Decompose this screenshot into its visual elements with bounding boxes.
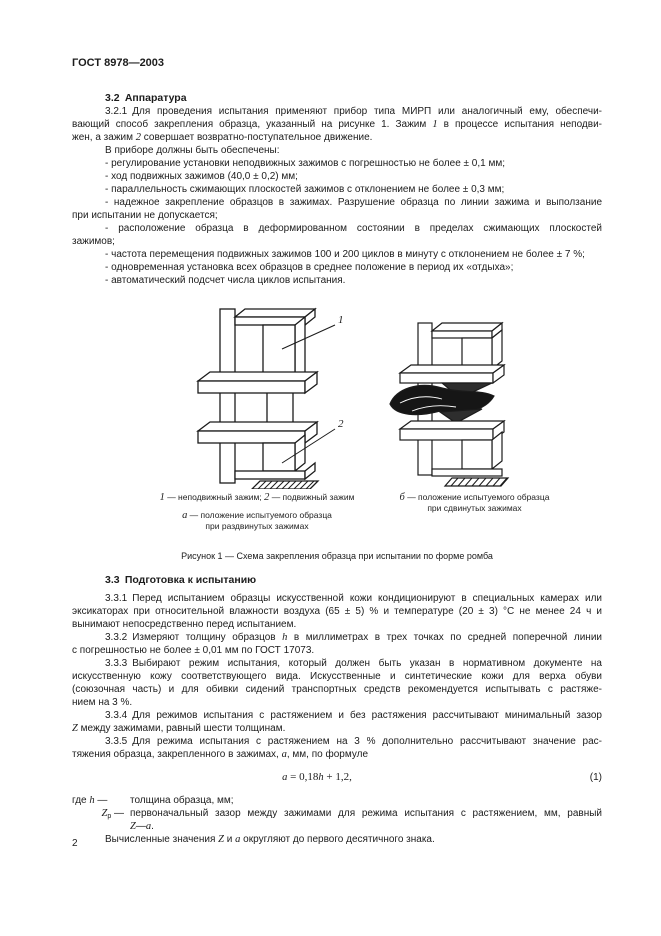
text-line: (союзочная часть) и для обивки сидений транспортных средств рекомендуется испытывать с растяже- xyxy=(72,684,602,695)
text-line: вынимают непосредственно перед испытанием. xyxy=(72,619,297,630)
bullet-line: - одновременная установка всех образцов в среднее положение в период их «отдыха»; xyxy=(105,262,514,273)
upper-clamp-plate xyxy=(462,338,492,369)
text-line: 3.3.5 Для режима испытания с растяжением на 3 % дополнительно рассчитывают значение рас- xyxy=(105,736,602,747)
text-line: жен, а зажим 2 совершает возвратно-поступательное движение. xyxy=(72,132,373,143)
bullet-line: - ход подвижных зажимов (40,0 ± 0,2) мм; xyxy=(105,171,298,182)
where-line-h xyxy=(72,794,602,807)
text-line: 3.2.1 Для проведения испытания применяют прибор типа МИРП или аналогичный ему, обеспечи- xyxy=(105,106,602,117)
text-line: тяжения образца, закрепленного в зажимах, а, мм, по формуле xyxy=(72,749,369,760)
text-line: Z между зажимами, равный шести толщинам. xyxy=(72,723,286,734)
section-3-3-body xyxy=(72,592,602,761)
caption-position-b xyxy=(367,492,582,514)
text-line: В приборе должны быть обеспечены: xyxy=(105,145,280,156)
text-line: эксикаторах при относительной влажности воздуха (65 ± 5) % и температуре (20 ± 3) °С не менее 24 ч и xyxy=(72,606,602,617)
text-line: 3.3.3 Выбирают режим испытания, который должен быть указан в нормативном документе на xyxy=(105,658,602,669)
bullet-line: - частота перемещения подвижных зажимов 100 и 200 циклов в минуту с отклонением не более ± 7 %; xyxy=(105,249,585,260)
bullet-line: - автоматический подсчет числа циклов испытания. xyxy=(105,275,346,286)
where-text-h: толщина образца, мм; xyxy=(130,795,234,806)
text-line: вающий способ закрепления образца, указанный на рисунке 1. Зажим 1 в процессе испытания неподви- xyxy=(72,119,602,130)
text-line: 3.3.2 Измеряют толщину образцов h в миллиметрах в трех точках по средней поперечной линии xyxy=(105,632,603,643)
caption-position-a-line2: при раздвинутых зажимах xyxy=(205,521,309,531)
caption-clamps xyxy=(112,492,402,532)
clamp-diagram-shifted xyxy=(384,319,544,489)
text-line: искусственную кожу соответствующего вида. Искусственные и синтетические кожи для верха обуви xyxy=(72,671,602,682)
section-3-2-heading: 3.2 Аппаратура xyxy=(105,92,187,104)
figure-label-2: 2 xyxy=(338,418,344,430)
where-term-z: $Z_р$ — xyxy=(101,808,124,820)
bullet-line: - надежное закрепление образцов в зажимах. Разрушение образца по линии зажима и выползание xyxy=(105,197,602,208)
caption-line: 1 — неподвижный зажим; 2 — подвижный зажим xyxy=(159,492,355,503)
clamp-diagram-spread xyxy=(156,303,366,489)
gost-header: ГОСТ 8978—2003 xyxy=(72,57,165,69)
where-block xyxy=(72,794,602,846)
where-line-z xyxy=(72,807,602,820)
where-term-h: где h — xyxy=(72,795,108,806)
bullet-line: при испытании не допускается; xyxy=(72,210,218,221)
text-line: с погрешностью не более ± 0,01 мм по ГОСТ 17073. xyxy=(72,645,315,656)
lower-clamp-plate xyxy=(263,443,295,471)
page-number: 2 xyxy=(72,838,78,849)
bullet-line: - расположение образца в деформированном состоянии в пределах сжимающих плоскостей xyxy=(105,223,602,234)
text-line: 3.3.4 Для режимов испытания с растяжением и без растяжения рассчитывают минимальный зазор xyxy=(105,710,602,721)
document-content xyxy=(72,56,602,846)
bullet-line: зажимов; xyxy=(72,236,115,247)
bullet-line: - параллельность сжимающих плоскостей зажимов с отклонением не более ± 0,3 мм; xyxy=(105,184,505,195)
where-text-z-cont: Z—a. xyxy=(130,821,154,832)
vertical-bar xyxy=(220,309,235,483)
caption-line: б — положение испытуемого образца xyxy=(399,492,550,503)
formula-number: (1) xyxy=(589,772,602,783)
figure-captions xyxy=(72,492,602,538)
section-3-3-heading: 3.3 Подготовка к испытанию xyxy=(105,574,257,586)
formula-1 xyxy=(72,771,602,787)
text-line: Вычисленные значения Z и а округляют до первого десятичного знака. xyxy=(105,834,435,845)
bullet-line: - регулирование установки неподвижных зажимов с погрешностью не более ± 0,1 мм; xyxy=(105,158,506,169)
caption-line: при сдвинутых зажимах xyxy=(427,503,522,513)
paragraph-3-2-1 xyxy=(72,105,602,287)
lower-clamp-plate xyxy=(462,440,492,469)
caption-position-a: а — положение испытуемого образца xyxy=(182,510,332,521)
text-line: нием на 3 %. xyxy=(72,697,133,708)
text-line: 3.3.1 Перед испытанием образцы искусственной кожи кондиционируют в специальных камерах или xyxy=(105,593,602,604)
figure-1-title: Рисунок 1 — Схема закрепления образца при испытании по форме ромба xyxy=(181,551,493,561)
formula-expression: a = 0,18h + 1,2, xyxy=(282,771,352,783)
figure-1 xyxy=(72,303,602,489)
figure-label-1: 1 xyxy=(338,314,344,326)
where-text-z: первоначальный зазор между зажимами для режима испытания с растяжением, мм, равный xyxy=(130,808,602,819)
